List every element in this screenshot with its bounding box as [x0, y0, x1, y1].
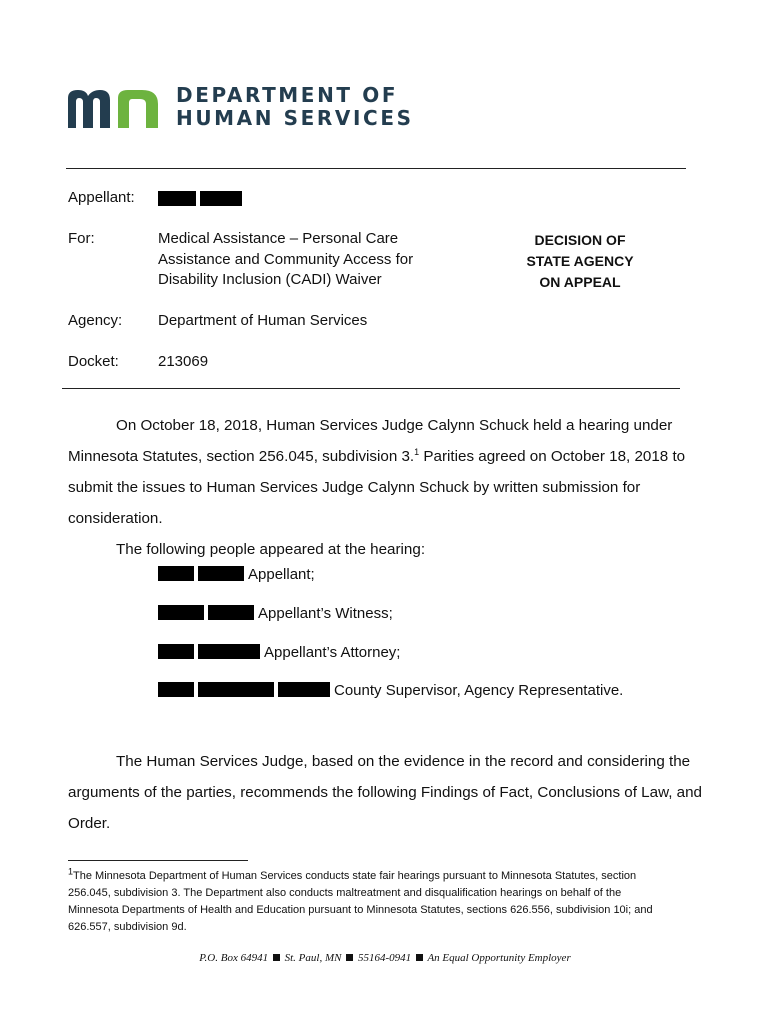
docket-value: 213069: [158, 353, 209, 370]
footnote-line2: 256.045, subdivision 3. The Department also conducts maltreatment and disqualification hearings on behalf of the: [68, 887, 622, 899]
appellant-label: Appellant:: [68, 189, 135, 206]
page-footer: [0, 952, 770, 964]
footnote-number: 1: [68, 866, 74, 877]
attendee-row-2: [158, 604, 393, 624]
p1-line2a: Minnesota Statutes, section 256.045, subdivision 3.: [68, 448, 415, 465]
top-divider: [66, 168, 686, 169]
footnote-line1-text: The Minnesota Department of Human Services conducts state fair hearings pursuant to Minnesota Statutes, section: [73, 870, 637, 882]
appellant-redaction: [158, 191, 242, 211]
for-label: For:: [68, 230, 95, 247]
attendee-role-3: Appellant’s Attorney;: [264, 644, 401, 661]
decision-heading: [490, 230, 670, 293]
mn-logo-mark: [66, 84, 166, 134]
footer-city: St. Paul, MN: [284, 952, 342, 964]
p1-line4: consideration.: [68, 510, 163, 527]
p1-line3: submit the issues to Human Services Judge Calynn Schuck by written submission for: [68, 479, 641, 496]
p3-line3: Order.: [68, 815, 111, 832]
p1-line2: [68, 441, 708, 472]
footnote-line3: Minnesota Departments of Health and Education pursuant to Minnesota Statutes, sections 626.556, subdivision 10i; and: [68, 904, 653, 916]
footer-eoe: An Equal Opportunity Employer: [427, 952, 571, 964]
for-value-line1: Medical Assistance – Personal Care: [158, 230, 399, 247]
footnote: [68, 868, 708, 936]
attendee-row-3: [158, 643, 400, 663]
agency-value: Department of Human Services: [158, 312, 368, 329]
attendee-row-1: [158, 565, 315, 585]
footnote-ref: 1: [414, 446, 420, 457]
caption-divider: [62, 388, 680, 389]
footer-zip: 55164-0941: [357, 952, 412, 964]
docket-label: Docket:: [68, 353, 119, 370]
attendee-role-2: Appellant’s Witness;: [258, 605, 393, 622]
p3-line1: The Human Services Judge, based on the evidence in the record and considering the: [116, 753, 691, 770]
decision-line2: STATE AGENCY: [526, 253, 634, 269]
p3-line2: arguments of the parties, recommends the following Findings of Fact, Conclusions of Law, and: [68, 784, 702, 801]
dhs-logo: [66, 84, 426, 134]
agency-label: Agency:: [68, 312, 123, 329]
for-value-line2: Assistance and Community Access for: [158, 251, 414, 268]
p1-line2b: Parities agreed on October 18, 2018 to: [419, 448, 686, 465]
footnote-separator: [68, 860, 248, 861]
logo-text-line2: HUMAN SERVICES: [176, 106, 414, 130]
paragraph-2: The following people appeared at the hearing:: [116, 541, 426, 558]
square-bullet-icon: [416, 954, 423, 961]
paragraph-3: [68, 746, 708, 839]
attendee-role-1: Appellant;: [248, 566, 315, 583]
square-bullet-icon: [346, 954, 353, 961]
attendee-row-4: [158, 681, 623, 701]
logo-text-line1: DEPARTMENT OF: [176, 83, 399, 107]
for-value-line3: Disability Inclusion (CADI) Waiver: [158, 271, 382, 288]
paragraph-1: [68, 410, 708, 534]
square-bullet-icon: [273, 954, 280, 961]
footnote-line4: 626.557, subdivision 9d.: [68, 921, 187, 933]
footnote-line1: [68, 868, 708, 885]
footer-po-box: P.O. Box 64941: [199, 952, 269, 964]
attendee-role-4: County Supervisor, Agency Representative.: [334, 682, 624, 699]
p1-line1: On October 18, 2018, Human Services Judge Calynn Schuck held a hearing under: [116, 417, 673, 434]
decision-line1: DECISION OF: [534, 232, 626, 248]
decision-line3: ON APPEAL: [539, 274, 621, 290]
